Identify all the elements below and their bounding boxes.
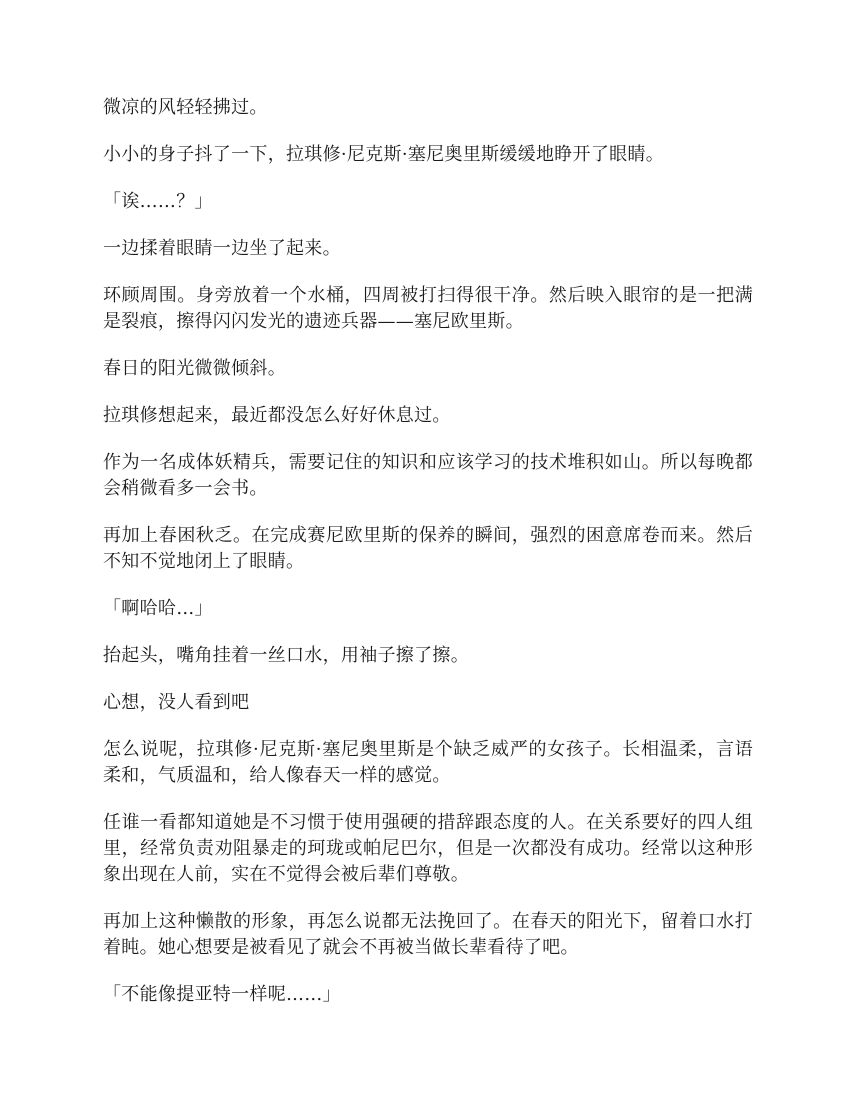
paragraph-10: 「啊哈哈…」 [103, 598, 213, 619]
paragraph-16: 「不能像提亚特一样呢……」 [103, 984, 341, 1005]
paragraph-5: 环顾周围。身旁放着一个水桶，四周被打扫得很干净。然后映入眼帘的是一把满是裂痕，擦得闪闪发光的遗迹兵器——塞尼欧里斯。 [103, 285, 753, 332]
document-page [103, 95, 753, 1029]
paragraph-6: 春日的阳光微微倾斜。 [103, 358, 286, 379]
paragraph-2: 小小的身子抖了一下，拉琪修·尼克斯·塞尼奥里斯缓缓地睁开了眼睛。 [103, 144, 665, 165]
paragraph-1: 微凉的风轻轻拂过。 [103, 97, 268, 118]
paragraph-3: 「诶……？」 [103, 191, 213, 212]
paragraph-4: 一边揉着眼睛一边坐了起来。 [103, 238, 341, 259]
paragraph-9: 再加上春困秋乏。在完成赛尼欧里斯的保养的瞬间，强烈的困意席卷而来。然后不知不觉地闭上了眼睛。 [103, 525, 753, 572]
paragraph-13: 怎么说呢，拉琪修·尼克斯·塞尼奥里斯是个缺乏威严的女孩子。长相温柔，言语柔和，气质温和，给人像春天一样的感觉。 [103, 739, 753, 786]
paragraph-14: 任谁一看都知道她是不习惯于使用强硬的措辞跟态度的人。在关系要好的四人组里，经常负责劝阻暴走的珂珑或帕尼巴尔，但是一次都没有成功。经常以这种形象出现在人前，实在不觉得会被后辈们尊敬。 [103, 812, 753, 885]
paragraph-15: 再加上这种懒散的形象，再怎么说都无法挽回了。在春天的阳光下，留着口水打着盹。她心想要是被看见了就会不再被当做长辈看待了吧。 [103, 911, 753, 958]
paragraph-12: 心想，没人看到吧 [103, 692, 250, 713]
paragraph-11: 抬起头，嘴角挂着一丝口水，用袖子擦了擦。 [103, 645, 469, 666]
paragraph-7: 拉琪修想起来，最近都没怎么好好休息过。 [103, 405, 451, 426]
paragraph-8: 作为一名成体妖精兵，需要记住的知识和应该学习的技术堆积如山。所以每晚都会稍微看多一会书。 [103, 452, 753, 499]
